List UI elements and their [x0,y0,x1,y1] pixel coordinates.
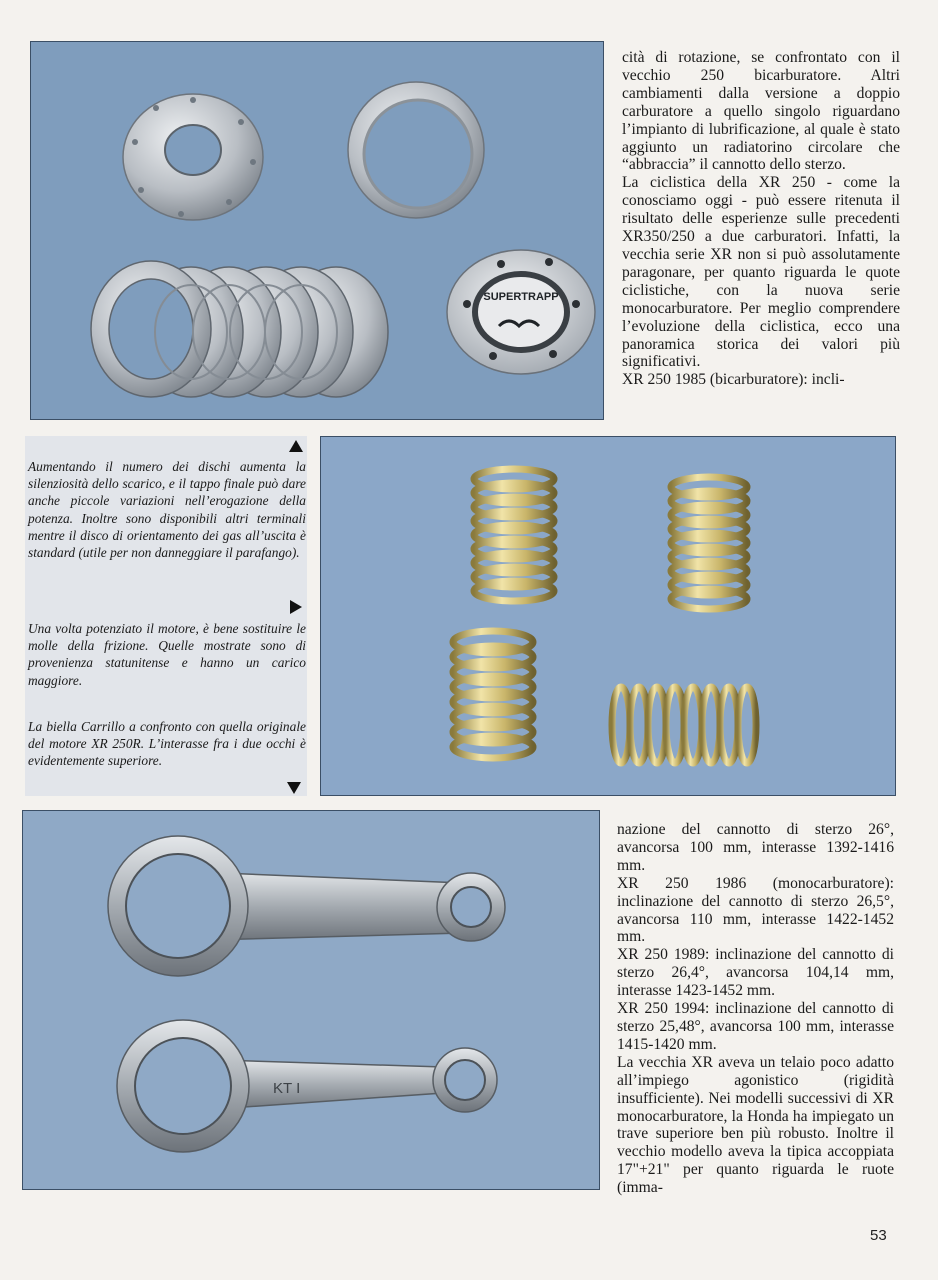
paragraph: cità di rotazione, se confrontato con il vecchio 250 bicarburatore. Altri cambiamenti dalla versione a doppio carburatore a quello singolo riguardano l’impianto di lubrificazione, al quale è stato aggiunto un radiatorino circolare che “abbraccia” il cannotto dello sterzo. [622,49,900,174]
paragraph: La vecchia XR aveva un telaio poco adatto all’impiego agonistico (rigidità insufficiente). Nei modelli successivi di XR monocarburatore, la Honda ha impiegato un trave superiore ben più robusto. Inoltre il vecchio modello aveva la tipica accoppiata 17"+21" per quanto riguarda le ruote (imma- [617,1053,894,1197]
paragraph: XR 250 1994: inclinazione del cannotto di sterzo 25,48°, avancorsa 100 mm, interasse 1415-1420 mm. [617,1000,894,1053]
spring-upright-2 [671,477,747,609]
cone-flange [123,94,263,220]
page-number: 53 [870,1227,887,1244]
caption-rods: La biella Carrillo a confronto con quella originale del motore XR 250R. L’interasse fra i due occhi è evidentemente superiore. [28,719,306,769]
spring-upright-3 [453,631,533,758]
photo-exhaust-discs [30,41,604,420]
paragraph: nazione del cannotto di sterzo 26°, avancorsa 100 mm, interasse 1392-1416 mm. [617,821,894,874]
caption-exhaust: Aumentando il numero dei dischi aumenta la silenziosità dello scarico, e il tappo finale può dare anche piccole variazioni nell’erogazione della potenza. Inoltre sono disponibili altri terminali mentre il disco di orientamento dei gas all’uscita è standard (utile per non danneggiare il parafango). [28,459,306,561]
caption-springs: Una volta potenziato il motore, è bene sostituire le molle della frizione. Quelle mostrate sono di provenienza statunitense e hanno un carico maggiore. [28,621,306,688]
photo-connecting-rods [22,810,600,1190]
supertrapp-end-cap [447,250,595,374]
original-rod [117,1020,497,1152]
exhaust-discs-illustration [31,42,603,419]
arrow-up-icon [289,440,303,452]
article-text-bottom [617,821,894,1197]
arrow-right-icon [290,600,302,614]
disc-stack [91,261,388,397]
arrow-down-icon [287,782,301,794]
paragraph: XR 250 1986 (monocarburatore): inclinazione del cannotto di sterzo 26,5°, avancorsa 110 mm, interasse 1422-1452 mm. [617,874,894,946]
clutch-springs-illustration [321,437,895,795]
paragraph: XR 250 1985 (bicarburatore): incli- [622,371,845,389]
captions-panel [25,436,307,796]
carrillo-rod [108,836,505,976]
exhaust-ring [348,82,484,218]
paragraph: XR 250 1989: inclinazione del cannotto di sterzo 26,4°, avancorsa 104,14 mm, interasse 1423-1452 mm. [617,946,894,1000]
paragraph: La ciclistica della XR 250 - come la conosciamo oggi - può essere ritenuta il risultato delle esperienze sulle precedenti XR350/250 a due carburatori. Infatti, la vecchia serie XR non si può assolutamente paragonare, per quanto riguarda le quote ciclistiche, con la nuova serie monocarburatore. Per meglio comprendere l’evoluzione della ciclistica, ecco una panoramica storica dei valori più significativi. [622,174,900,371]
end-cap-brand-text: SUPERTRAPP [483,291,559,303]
photo-clutch-springs [320,436,896,796]
connecting-rods-illustration [23,811,599,1189]
spring-upright-1 [474,469,554,601]
article-text-top [622,49,900,389]
spring-lying [612,687,756,763]
rod-marking-text: KT I [273,1080,301,1097]
